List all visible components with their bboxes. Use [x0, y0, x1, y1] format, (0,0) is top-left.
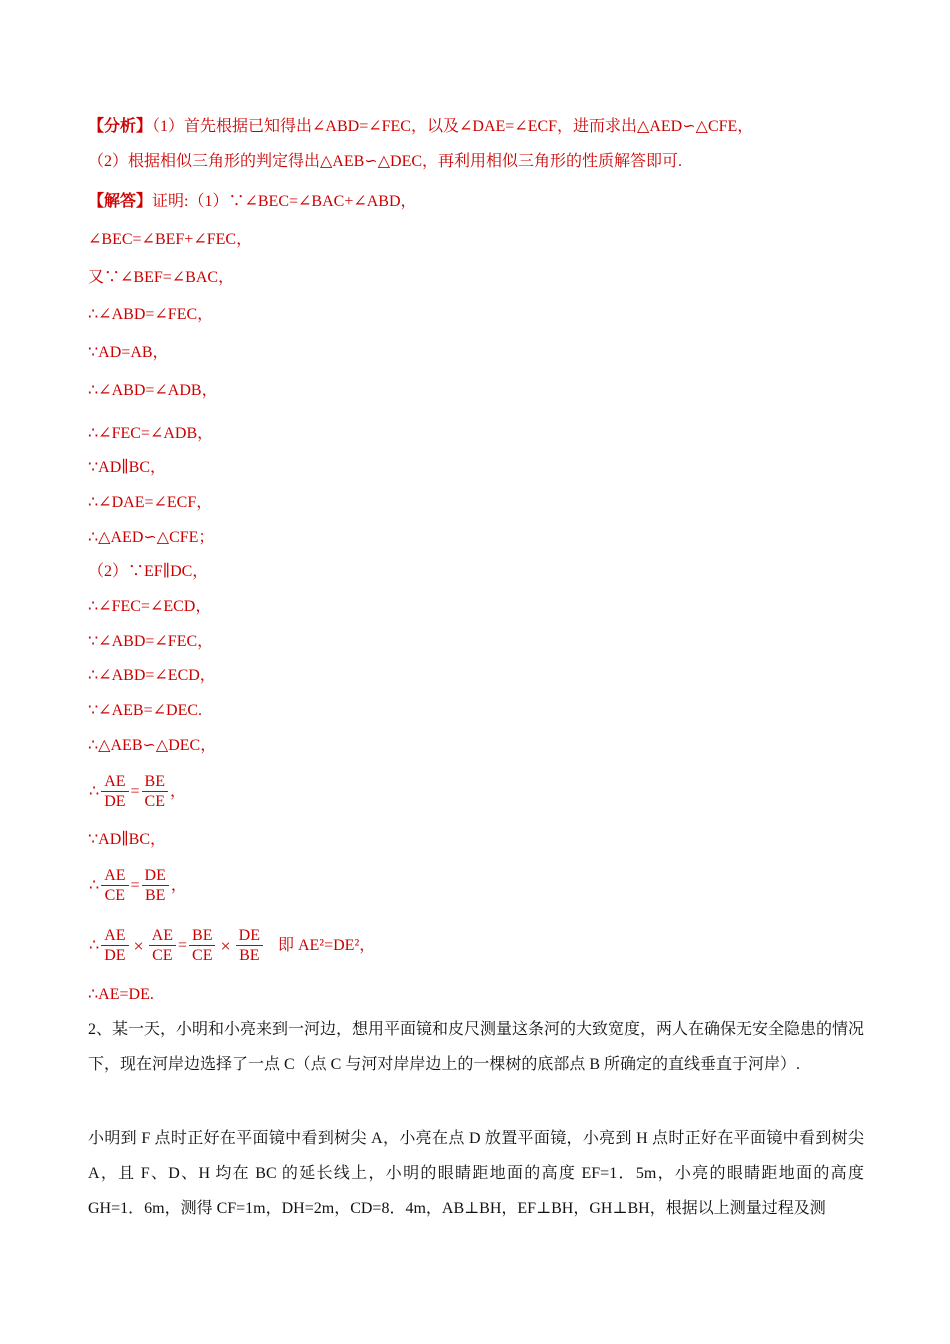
solution-first-text: 证明:（1）∵∠BEC=∠BAC+∠ABD，	[152, 193, 417, 210]
times-sign: ×	[220, 935, 231, 956]
solution-step: ∵AD=AB，	[88, 344, 169, 361]
ratio-line-1: ∴ $\frac{AE}{DE}$ = $\frac{BE}{CE}$ ，	[89, 773, 187, 810]
analysis-line-1	[88, 117, 753, 137]
fraction: $\frac{AE}{CE}$	[101, 866, 128, 905]
solution-step: ∴∠ABD=∠FEC，	[88, 306, 214, 323]
problem2-paragraph-2: 小明到 F 点时正好在平面镜中看到树尖 A，小亮在点 D 放置平面镜，小亮到 H 点时正好在平面镜中看到树尖 A，且 F、D、H 均在 BC 的延长线上，小明的眼睛距地面的高度 EF=1．5m，小亮的眼睛距地面的高度 GH=1．6m，测得 CF=1m，DH=2m，CD=8．4m，AB⊥BH，EF⊥BH，GH⊥BH，根据以上测量过程及测	[88, 1130, 864, 1217]
fraction: $\frac{AE}{DE}$	[101, 926, 128, 965]
fraction: $\frac{AE}{DE}$	[101, 772, 128, 811]
fraction: $\frac{DE}{BE}$	[236, 926, 263, 965]
solution-line-first	[88, 192, 417, 212]
solution-step: ∠BEC=∠BEF+∠FEC，	[88, 231, 253, 248]
times-sign: ×	[133, 935, 144, 956]
ratio-line-3: ∴ $\frac{AE}{DE}$ × $\frac{AE}{CE}$ = $\frac{BE}{CE}$ × $\frac{DE}{BE}$ 即 AE²=DE²，	[89, 927, 376, 964]
solution-step: ∴∠FEC=∠ADB，	[88, 425, 214, 442]
conclusion-line: ∴AE=DE.	[88, 986, 154, 1003]
parallel-line: ∵AD∥BC，	[88, 831, 167, 848]
solution-step: ∴∠DAE=∠ECF，	[88, 494, 213, 511]
fraction: $\frac{DE}{BE}$	[142, 866, 169, 905]
analysis-line-2	[88, 152, 682, 172]
ratio-line-2: ∴ $\frac{AE}{CE}$ = $\frac{DE}{BE}$ ，	[89, 867, 187, 904]
analysis-label: 【分析】	[88, 118, 153, 135]
solution-label: 【解答】	[88, 193, 153, 210]
problem2-paragraph-1: 2、某一天，小明和小亮来到一河边，想用平面镜和皮尺测量这条河的大致宽度，两人在确保无安全隐患的情况下，现在河岸边选择了一点 C（点 C 与河对岸岸边上的一棵树的底部点 B 所确定的直线垂直于河岸）.	[88, 1021, 865, 1073]
solution-step: ∴△AEB∽△DEC，	[88, 737, 217, 754]
solution-step: ∴∠ABD=∠ADB，	[88, 382, 218, 399]
solution-step: （2）∵EF∥DC，	[88, 563, 209, 580]
ratio-tail: 即 AE²=DE²，	[277, 936, 376, 954]
solution-step: ∵AD∥BC，	[88, 459, 167, 476]
analysis-text-1: （1）首先根据已知得出∠ABD=∠FEC，以及∠DAE=∠ECF，进而求出△AED∽△CFE，	[152, 118, 754, 135]
solution-step: ∵∠ABD=∠FEC，	[88, 633, 214, 650]
solution-step: ∴∠FEC=∠ECD，	[88, 598, 212, 615]
solution-step: ∴△AED∽△CFE；	[88, 529, 215, 546]
analysis-text-2: （2）根据相似三角形的判定得出△AEB∽△DEC，再利用相似三角形的性质解答即可.	[88, 153, 683, 170]
fraction: $\frac{AE}{CE}$	[149, 926, 176, 965]
solution-step: ∵∠AEB=∠DEC.	[88, 702, 203, 719]
fraction: $\frac{BE}{CE}$	[189, 926, 215, 965]
fraction: $\frac{BE}{CE}$	[142, 772, 168, 811]
solution-step: ∴∠ABD=∠ECD，	[88, 667, 216, 684]
solution-step: 又∵∠BEF=∠BAC，	[88, 269, 235, 286]
